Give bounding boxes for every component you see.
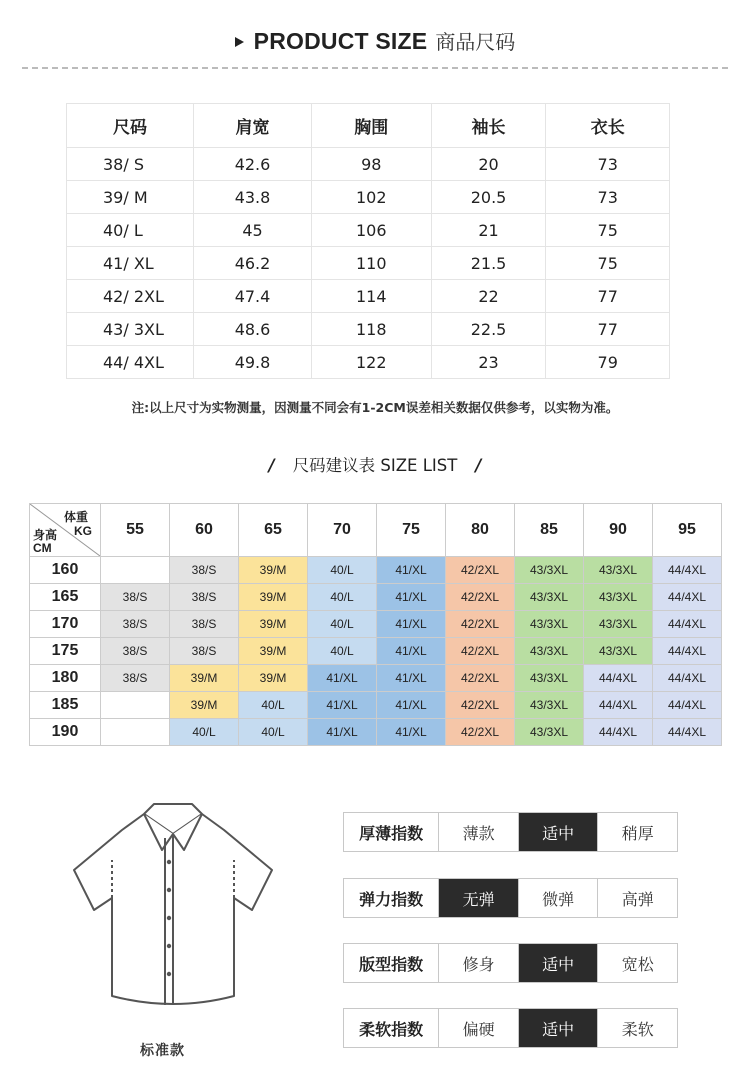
measure-cell: 77 <box>546 280 670 313</box>
attribute-row <box>343 943 678 983</box>
measure-cell: 114 <box>311 280 431 313</box>
weight-header: 80 <box>446 504 515 557</box>
measure-cell: 73 <box>546 181 670 214</box>
measure-cell: 102 <box>311 181 431 214</box>
size-cell: 41/ XL <box>67 247 194 280</box>
measure-cell: 45 <box>194 214 312 247</box>
attribute-option: 偏硬 <box>438 1009 518 1047</box>
attribute-row <box>343 1008 678 1048</box>
attribute-option-selected: 无弹 <box>438 879 518 917</box>
weight-header: 70 <box>308 504 377 557</box>
rec-size-cell: 44/4XL <box>653 665 722 692</box>
size-table-header <box>67 104 670 148</box>
size-row <box>67 346 670 379</box>
rec-row <box>30 665 722 692</box>
size-list-title-text: 尺码建议表 SIZE LIST <box>292 456 458 475</box>
shirt-label: 标准款 <box>140 1043 185 1059</box>
measure-cell: 43.8 <box>194 181 312 214</box>
rec-size-cell: 41/XL <box>308 665 377 692</box>
header-cell: 肩宽 <box>194 104 312 148</box>
rec-size-cell: 38/S <box>101 584 170 611</box>
attribute-option-selected: 适中 <box>518 944 598 982</box>
rec-size-cell: 38/S <box>170 557 239 584</box>
rec-size-cell <box>101 692 170 719</box>
attribute-option-selected: 适中 <box>518 813 598 851</box>
rec-size-cell: 44/4XL <box>584 665 653 692</box>
height-cell: 160 <box>30 557 101 584</box>
attribute-option: 宽松 <box>597 944 677 982</box>
rec-size-cell: 42/2XL <box>446 638 515 665</box>
title-slash-right: / <box>475 456 482 475</box>
measure-cell: 20.5 <box>431 181 546 214</box>
rec-row <box>30 584 722 611</box>
measure-cell: 49.8 <box>194 346 312 379</box>
rec-size-cell <box>101 719 170 746</box>
measure-cell: 75 <box>546 247 670 280</box>
rec-size-cell: 40/L <box>170 719 239 746</box>
size-row <box>67 313 670 346</box>
rec-size-cell: 44/4XL <box>584 692 653 719</box>
attribute-option: 柔软 <box>597 1009 677 1047</box>
measure-cell: 75 <box>546 214 670 247</box>
rec-size-cell: 43/3XL <box>515 557 584 584</box>
measure-cell: 48.6 <box>194 313 312 346</box>
size-cell: 38/ S <box>67 148 194 181</box>
rec-size-cell: 44/4XL <box>653 611 722 638</box>
rec-size-cell: 42/2XL <box>446 557 515 584</box>
rec-size-cell: 44/4XL <box>653 584 722 611</box>
measure-cell: 79 <box>546 346 670 379</box>
size-row <box>67 247 670 280</box>
triangle-icon <box>235 37 244 47</box>
measure-cell: 73 <box>546 148 670 181</box>
header-cell: 衣长 <box>546 104 670 148</box>
rec-size-cell <box>101 557 170 584</box>
rec-size-cell: 38/S <box>170 611 239 638</box>
size-cell: 44/ 4XL <box>67 346 194 379</box>
attribute-option-selected: 适中 <box>518 1009 598 1047</box>
header-cell: 袖长 <box>431 104 546 148</box>
weight-label: 体重 <box>64 510 89 524</box>
rec-size-cell: 40/L <box>308 557 377 584</box>
rec-size-cell: 43/3XL <box>515 638 584 665</box>
attribute-option: 高弹 <box>597 879 677 917</box>
rec-size-cell: 40/L <box>239 719 308 746</box>
size-row <box>67 148 670 181</box>
rec-size-cell: 40/L <box>308 584 377 611</box>
title-cn: 商品尺码 <box>435 30 516 54</box>
rec-size-cell: 43/3XL <box>515 692 584 719</box>
measure-cell: 110 <box>311 247 431 280</box>
weight-header: 60 <box>170 504 239 557</box>
rec-size-cell: 43/3XL <box>584 638 653 665</box>
rec-size-cell: 43/3XL <box>515 665 584 692</box>
shirt-illustration <box>62 800 284 1015</box>
rec-size-cell: 41/XL <box>377 692 446 719</box>
rec-size-cell: 41/XL <box>308 692 377 719</box>
attribute-option: 稍厚 <box>597 813 677 851</box>
weight-header: 85 <box>515 504 584 557</box>
attribute-name: 版型指数 <box>359 954 424 974</box>
rec-size-cell: 41/XL <box>377 638 446 665</box>
height-cell: 190 <box>30 719 101 746</box>
measure-cell: 46.2 <box>194 247 312 280</box>
rec-size-cell: 43/3XL <box>584 584 653 611</box>
measurement-note: 注:以上尺寸为实物测量，因测量不同会有1-2CM误差相关数据仅供参考，以实物为准。 <box>131 400 619 415</box>
height-label: 身高 <box>33 528 58 542</box>
rec-size-cell: 39/M <box>239 665 308 692</box>
rec-size-cell: 40/L <box>308 638 377 665</box>
weight-header: 95 <box>653 504 722 557</box>
size-row <box>67 280 670 313</box>
rec-size-cell: 39/M <box>170 665 239 692</box>
rec-size-cell: 44/4XL <box>653 557 722 584</box>
rec-size-cell: 38/S <box>170 584 239 611</box>
measure-cell: 21.5 <box>431 247 546 280</box>
size-list-title <box>0 452 750 476</box>
attribute-option: 薄款 <box>438 813 518 851</box>
rec-size-cell: 44/4XL <box>653 719 722 746</box>
measure-cell: 22 <box>431 280 546 313</box>
rec-size-cell: 41/XL <box>377 584 446 611</box>
rec-size-cell: 41/XL <box>377 611 446 638</box>
size-cell: 42/ 2XL <box>67 280 194 313</box>
measure-cell: 118 <box>311 313 431 346</box>
rec-size-cell: 43/3XL <box>584 611 653 638</box>
height-cell: 185 <box>30 692 101 719</box>
rec-size-cell: 42/2XL <box>446 719 515 746</box>
rec-size-cell: 43/3XL <box>515 611 584 638</box>
rec-size-cell: 41/XL <box>377 719 446 746</box>
title-slash-left: / <box>268 456 275 475</box>
attribute-option: 修身 <box>438 944 518 982</box>
rec-row <box>30 692 722 719</box>
measure-cell: 98 <box>311 148 431 181</box>
rec-size-cell: 44/4XL <box>653 638 722 665</box>
weight-header: 90 <box>584 504 653 557</box>
rec-table-header <box>30 504 722 557</box>
height-unit: CM <box>33 541 52 555</box>
rec-size-cell: 40/L <box>308 611 377 638</box>
measure-cell: 47.4 <box>194 280 312 313</box>
measure-cell: 106 <box>311 214 431 247</box>
page-header <box>0 26 750 55</box>
rec-size-cell: 43/3XL <box>515 719 584 746</box>
title-en: PRODUCT SIZE <box>253 28 428 54</box>
rec-row <box>30 557 722 584</box>
size-row <box>67 214 670 247</box>
rec-size-cell: 44/4XL <box>584 719 653 746</box>
rec-size-cell: 42/2XL <box>446 692 515 719</box>
rec-size-cell: 43/3XL <box>515 584 584 611</box>
header-cell: 尺码 <box>67 104 194 148</box>
size-table <box>66 103 670 379</box>
attribute-option: 微弹 <box>518 879 598 917</box>
rec-size-cell: 41/XL <box>377 665 446 692</box>
measure-cell: 22.5 <box>431 313 546 346</box>
rec-size-cell: 39/M <box>239 638 308 665</box>
weight-header: 55 <box>101 504 170 557</box>
rec-row <box>30 611 722 638</box>
rec-row <box>30 719 722 746</box>
rec-size-cell: 38/S <box>101 665 170 692</box>
header-cell: 胸围 <box>311 104 431 148</box>
weight-header: 65 <box>239 504 308 557</box>
weight-header: 75 <box>377 504 446 557</box>
rec-size-cell: 38/S <box>170 638 239 665</box>
corner-cell <box>30 504 101 557</box>
rec-size-cell: 38/S <box>101 638 170 665</box>
rec-size-cell: 39/M <box>239 584 308 611</box>
size-row <box>67 181 670 214</box>
attribute-name: 柔软指数 <box>359 1019 424 1039</box>
attribute-name: 厚薄指数 <box>359 823 424 843</box>
measure-cell: 77 <box>546 313 670 346</box>
measure-cell: 21 <box>431 214 546 247</box>
height-cell: 175 <box>30 638 101 665</box>
rec-size-cell: 38/S <box>101 611 170 638</box>
rec-size-cell: 42/2XL <box>446 611 515 638</box>
attribute-name: 弹力指数 <box>359 889 424 909</box>
attribute-row <box>343 812 678 852</box>
rec-size-cell: 40/L <box>239 692 308 719</box>
size-cell: 40/ L <box>67 214 194 247</box>
weight-unit: KG <box>74 524 92 538</box>
size-cell: 43/ 3XL <box>67 313 194 346</box>
measure-cell: 20 <box>431 148 546 181</box>
attribute-row <box>343 878 678 918</box>
rec-size-cell: 39/M <box>170 692 239 719</box>
rec-size-cell: 43/3XL <box>584 557 653 584</box>
measure-cell: 23 <box>431 346 546 379</box>
rec-size-cell: 44/4XL <box>653 692 722 719</box>
height-cell: 165 <box>30 584 101 611</box>
height-cell: 180 <box>30 665 101 692</box>
rec-size-cell: 39/M <box>239 611 308 638</box>
rec-size-cell: 42/2XL <box>446 665 515 692</box>
rec-size-cell: 42/2XL <box>446 584 515 611</box>
measure-cell: 42.6 <box>194 148 312 181</box>
size-cell: 39/ M <box>67 181 194 214</box>
dashed-divider <box>22 67 728 69</box>
rec-size-cell: 41/XL <box>377 557 446 584</box>
height-cell: 170 <box>30 611 101 638</box>
rec-row <box>30 638 722 665</box>
measure-cell: 122 <box>311 346 431 379</box>
rec-size-cell: 39/M <box>239 557 308 584</box>
rec-size-cell: 41/XL <box>308 719 377 746</box>
size-recommendation-table <box>29 503 722 746</box>
